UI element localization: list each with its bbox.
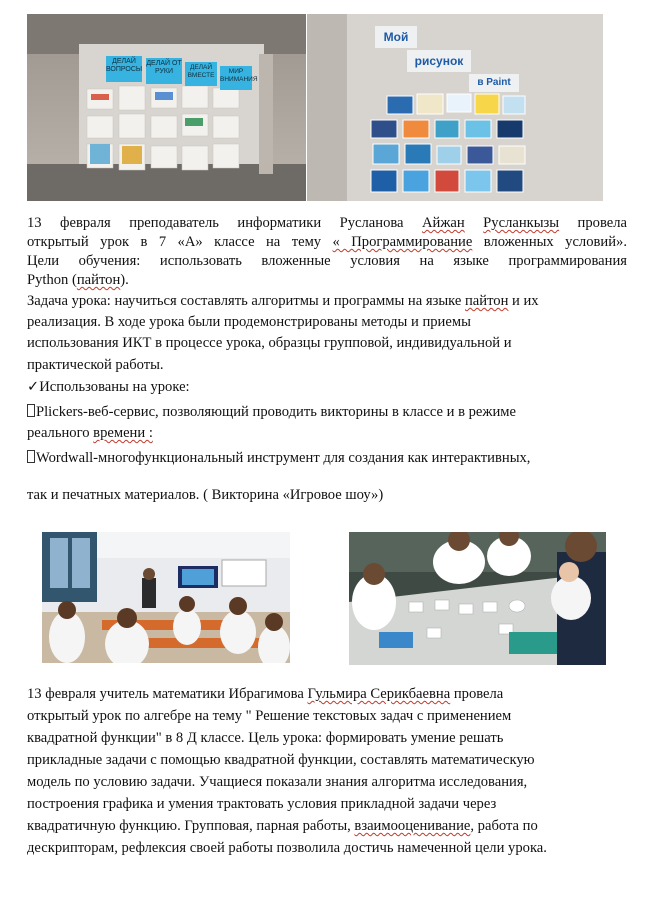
text-run: Wordwall-многофункциональный инструмент для создания как интерактивных,: [36, 450, 531, 466]
text-run: провела: [559, 215, 627, 231]
text-run: Plickers-веб-сервис, позволяющий проводить викторины в классе и в режиме: [36, 404, 516, 420]
text-run: пайтон: [76, 272, 121, 288]
text-run: реального: [27, 425, 94, 441]
s1-line10: [27, 403, 516, 422]
s1-line3: Цели обучения: использовать вложенные условия на языке программирования: [27, 253, 627, 269]
s1-line6: реализация. В ходе урока были продемонстрированы методы и приемы: [27, 314, 471, 330]
text-run: Python (: [27, 272, 77, 288]
s2-line5: модель по условию задачи. Учащиеся показали знания алгоритма исследования,: [27, 774, 528, 790]
s1-line5: [27, 292, 539, 311]
missing-glyph-icon: [27, 450, 35, 463]
text-run: времени :: [93, 425, 153, 441]
photo-wall-posters: [27, 14, 306, 201]
text-run: , работа по: [470, 818, 538, 834]
photo-classroom: [42, 532, 290, 663]
text-run: 13 февраля преподаватель информатики Русланова: [27, 215, 422, 231]
text-run: и их: [508, 293, 539, 309]
text-run: [465, 215, 483, 231]
text-run: ).: [120, 272, 129, 288]
s1-line2: [27, 233, 627, 252]
text-run: Русланкызы: [483, 215, 560, 231]
paint-title-line3: в Paint: [469, 74, 519, 92]
s2-line1: [27, 685, 503, 704]
text-run: Гульмира Серикбаевна: [307, 686, 451, 702]
sign-4: МИР ВНИМАНИЯ: [220, 66, 252, 90]
text-run: 13 февраля учитель математики Ибрагимова: [27, 686, 308, 702]
photo-students-cards: [349, 532, 606, 665]
sign-3: ДЕЛАЙ ВМЕСТЕ: [185, 62, 217, 86]
paint-title-line2: рисунок: [407, 50, 471, 72]
text-run: « Программирование: [332, 234, 473, 250]
s1-line13: так и печатных материалов. ( Викторина «Игровое шоу»): [27, 487, 384, 503]
s1-line9: ✓Использованы на уроке:: [27, 379, 190, 395]
s1-line11: [27, 424, 153, 443]
sign-2: ДЕЛАЙ ОТ РУКИ: [146, 58, 182, 84]
photo-paint-board: [307, 14, 603, 201]
text-run: Айжан: [421, 215, 465, 231]
missing-glyph-icon: [27, 404, 35, 417]
s2-line8: дескрипторам, рефлексия своей работы позволила достичь намеченной цели урока.: [27, 840, 547, 856]
s1-line8: практической работы.: [27, 357, 164, 373]
text-run: пайтон: [465, 293, 509, 309]
text-run: взаимооценивание: [354, 818, 471, 834]
text-run: вложенных условий».: [472, 234, 627, 250]
paint-title-line1: Мой: [375, 26, 417, 48]
text-run: Задача урока: научиться составлять алгоритмы и программы на языке: [27, 293, 465, 309]
s1-line7: использования ИКТ в процессе урока, образцы групповой, индивидуальной и: [27, 335, 512, 351]
s1-line12: [27, 449, 530, 468]
text-run: открытый урок в 7 «А» классе на тему: [27, 234, 333, 250]
text-run: квадратичную функцию. Групповая, парная работы,: [27, 818, 355, 834]
sign-1: ДЕЛАЙ ВОПРОСЫ: [106, 56, 142, 82]
s1-line4: [27, 271, 129, 290]
s2-line7: [27, 817, 538, 836]
text-run: провела: [450, 686, 504, 702]
s2-line3: квадратной функции" в 8 Д классе. Цель урока: формировать умение решать: [27, 730, 504, 746]
s2-line4: прикладные задачи с помощью квадратной функции, составлять математическую: [27, 752, 535, 768]
s2-line6: построения графика и умения трактовать условия прикладной задачи через: [27, 796, 497, 812]
s2-line2: открытый урок по алгебре на тему " Решение текстовых задач с применением: [27, 708, 512, 724]
s1-line1: [27, 214, 627, 233]
